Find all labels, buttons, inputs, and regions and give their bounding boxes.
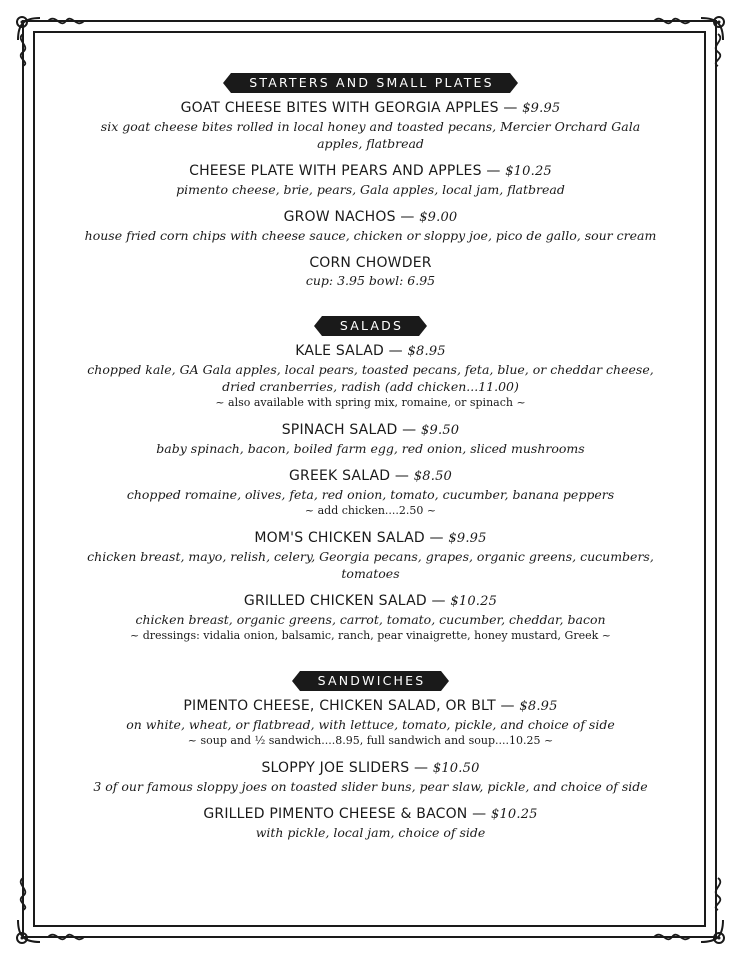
item-description: baby spinach, bacon, boiled farm egg, red onion, sliced mushrooms [156, 441, 585, 456]
item-name: GRILLED CHICKEN SALAD — [243, 593, 446, 609]
item-name: SPINACH SALAD — [281, 422, 417, 438]
scroll-ornament-icon [708, 876, 728, 912]
item-note: ~ dressings: vidalia onion, balsamic, ranch, pear vinaigrette, honey mustard, Greek ~ [129, 629, 611, 642]
item-description: house fried corn chips with cheese sauce, chicken or sloppy joe, pico de gallo, sour cream [84, 228, 657, 243]
item-price: $10.25 [450, 594, 498, 609]
item-description: 3 of our famous sloppy joes on toasted slider buns, pear slaw, pickle, and choice of side [93, 779, 648, 794]
item-name: SLOPPY JOE SLIDERS — [261, 760, 429, 776]
item-price: $10.25 [490, 807, 538, 822]
menu-item [40, 529, 701, 582]
scroll-ornament-icon [652, 928, 692, 946]
scroll-ornament-icon [708, 32, 728, 68]
item-price: $9.00 [419, 210, 458, 225]
section-banner: STARTERS AND SMALL PLATES [231, 73, 510, 93]
section-starters [40, 72, 701, 289]
item-name: CHEESE PLATE WITH PEARS AND APPLES — [189, 163, 501, 179]
item-name: MOM'S CHICKEN SALAD — [254, 530, 444, 546]
section-salads [40, 315, 701, 644]
item-price: $9.95 [522, 101, 561, 116]
item-description: chicken breast, mayo, relish, celery, Georgia pecans, grapes, organic greens, cucumbers, tomatoes [87, 549, 654, 581]
scroll-ornament-icon [13, 32, 33, 68]
item-description: on white, wheat, or flatbread, with lettuce, tomato, pickle, and choice of side [126, 717, 615, 732]
menu-item [40, 254, 701, 289]
item-price: $10.50 [432, 761, 480, 776]
item-price: $8.50 [413, 469, 453, 484]
section-banner: SANDWICHES [300, 671, 442, 691]
item-price: $10.25 [505, 164, 552, 179]
item-name: PIMENTO CHEESE, CHICKEN SALAD, OR BLT — [183, 698, 515, 714]
scroll-ornament-icon [46, 12, 86, 30]
item-description: chopped romaine, olives, feta, red onion, tomato, cucumber, banana peppers [126, 487, 615, 502]
item-price: $8.95 [407, 344, 446, 359]
menu-item [40, 421, 701, 457]
corner-ornament-icon [691, 910, 731, 950]
item-name: CORN CHOWDER [309, 255, 432, 271]
scroll-ornament-icon [13, 876, 33, 912]
item-price: $9.95 [448, 531, 487, 546]
item-note: ~ also available with spring mix, romaine, or spinach ~ [215, 396, 526, 409]
item-name: KALE SALAD — [295, 343, 403, 359]
menu-item [40, 162, 701, 198]
menu-item [40, 342, 701, 411]
scroll-ornament-icon [46, 928, 86, 946]
menu-item [40, 759, 701, 795]
menu-item [40, 592, 701, 644]
item-description: chopped kale, GA Gala apples, local pears, toasted pecans, feta, blue, or cheddar cheese, dried cranberries, radish (add chicken...11.00) [87, 362, 654, 394]
scroll-ornament-icon [652, 12, 692, 30]
item-description: cup: 3.95 bowl: 6.95 [305, 273, 436, 288]
item-name: GREEK SALAD — [288, 468, 410, 484]
section-banner: SALADS [322, 316, 419, 336]
corner-ornament-icon [10, 910, 50, 950]
item-price: $9.50 [421, 423, 460, 438]
item-note: ~ add chicken....2.50 ~ [304, 504, 437, 517]
menu-content [40, 72, 701, 851]
item-name: GRILLED PIMENTO CHEESE & BACON — [203, 806, 487, 822]
item-price: $8.95 [519, 699, 558, 714]
menu-item [40, 208, 701, 244]
menu-item [40, 99, 701, 152]
item-description: with pickle, local jam, choice of side [255, 825, 486, 840]
section-sandwiches [40, 670, 701, 841]
item-description: six goat cheese bites rolled in local honey and toasted pecans, Mercier Orchard Gala apples, flatbread [100, 119, 641, 151]
item-name: GROW NACHOS — [283, 209, 415, 225]
item-description: pimento cheese, brie, pears, Gala apples, local jam, flatbread [176, 182, 565, 197]
menu-item [40, 697, 701, 749]
item-note: ~ soup and ½ sandwich....8.95, full sandwich and soup....10.25 ~ [187, 734, 554, 747]
menu-item [40, 467, 701, 519]
item-name: GOAT CHEESE BITES WITH GEORGIA APPLES — [180, 100, 518, 116]
item-description: chicken breast, organic greens, carrot, tomato, cucumber, cheddar, bacon [135, 612, 606, 627]
menu-item [40, 805, 701, 841]
